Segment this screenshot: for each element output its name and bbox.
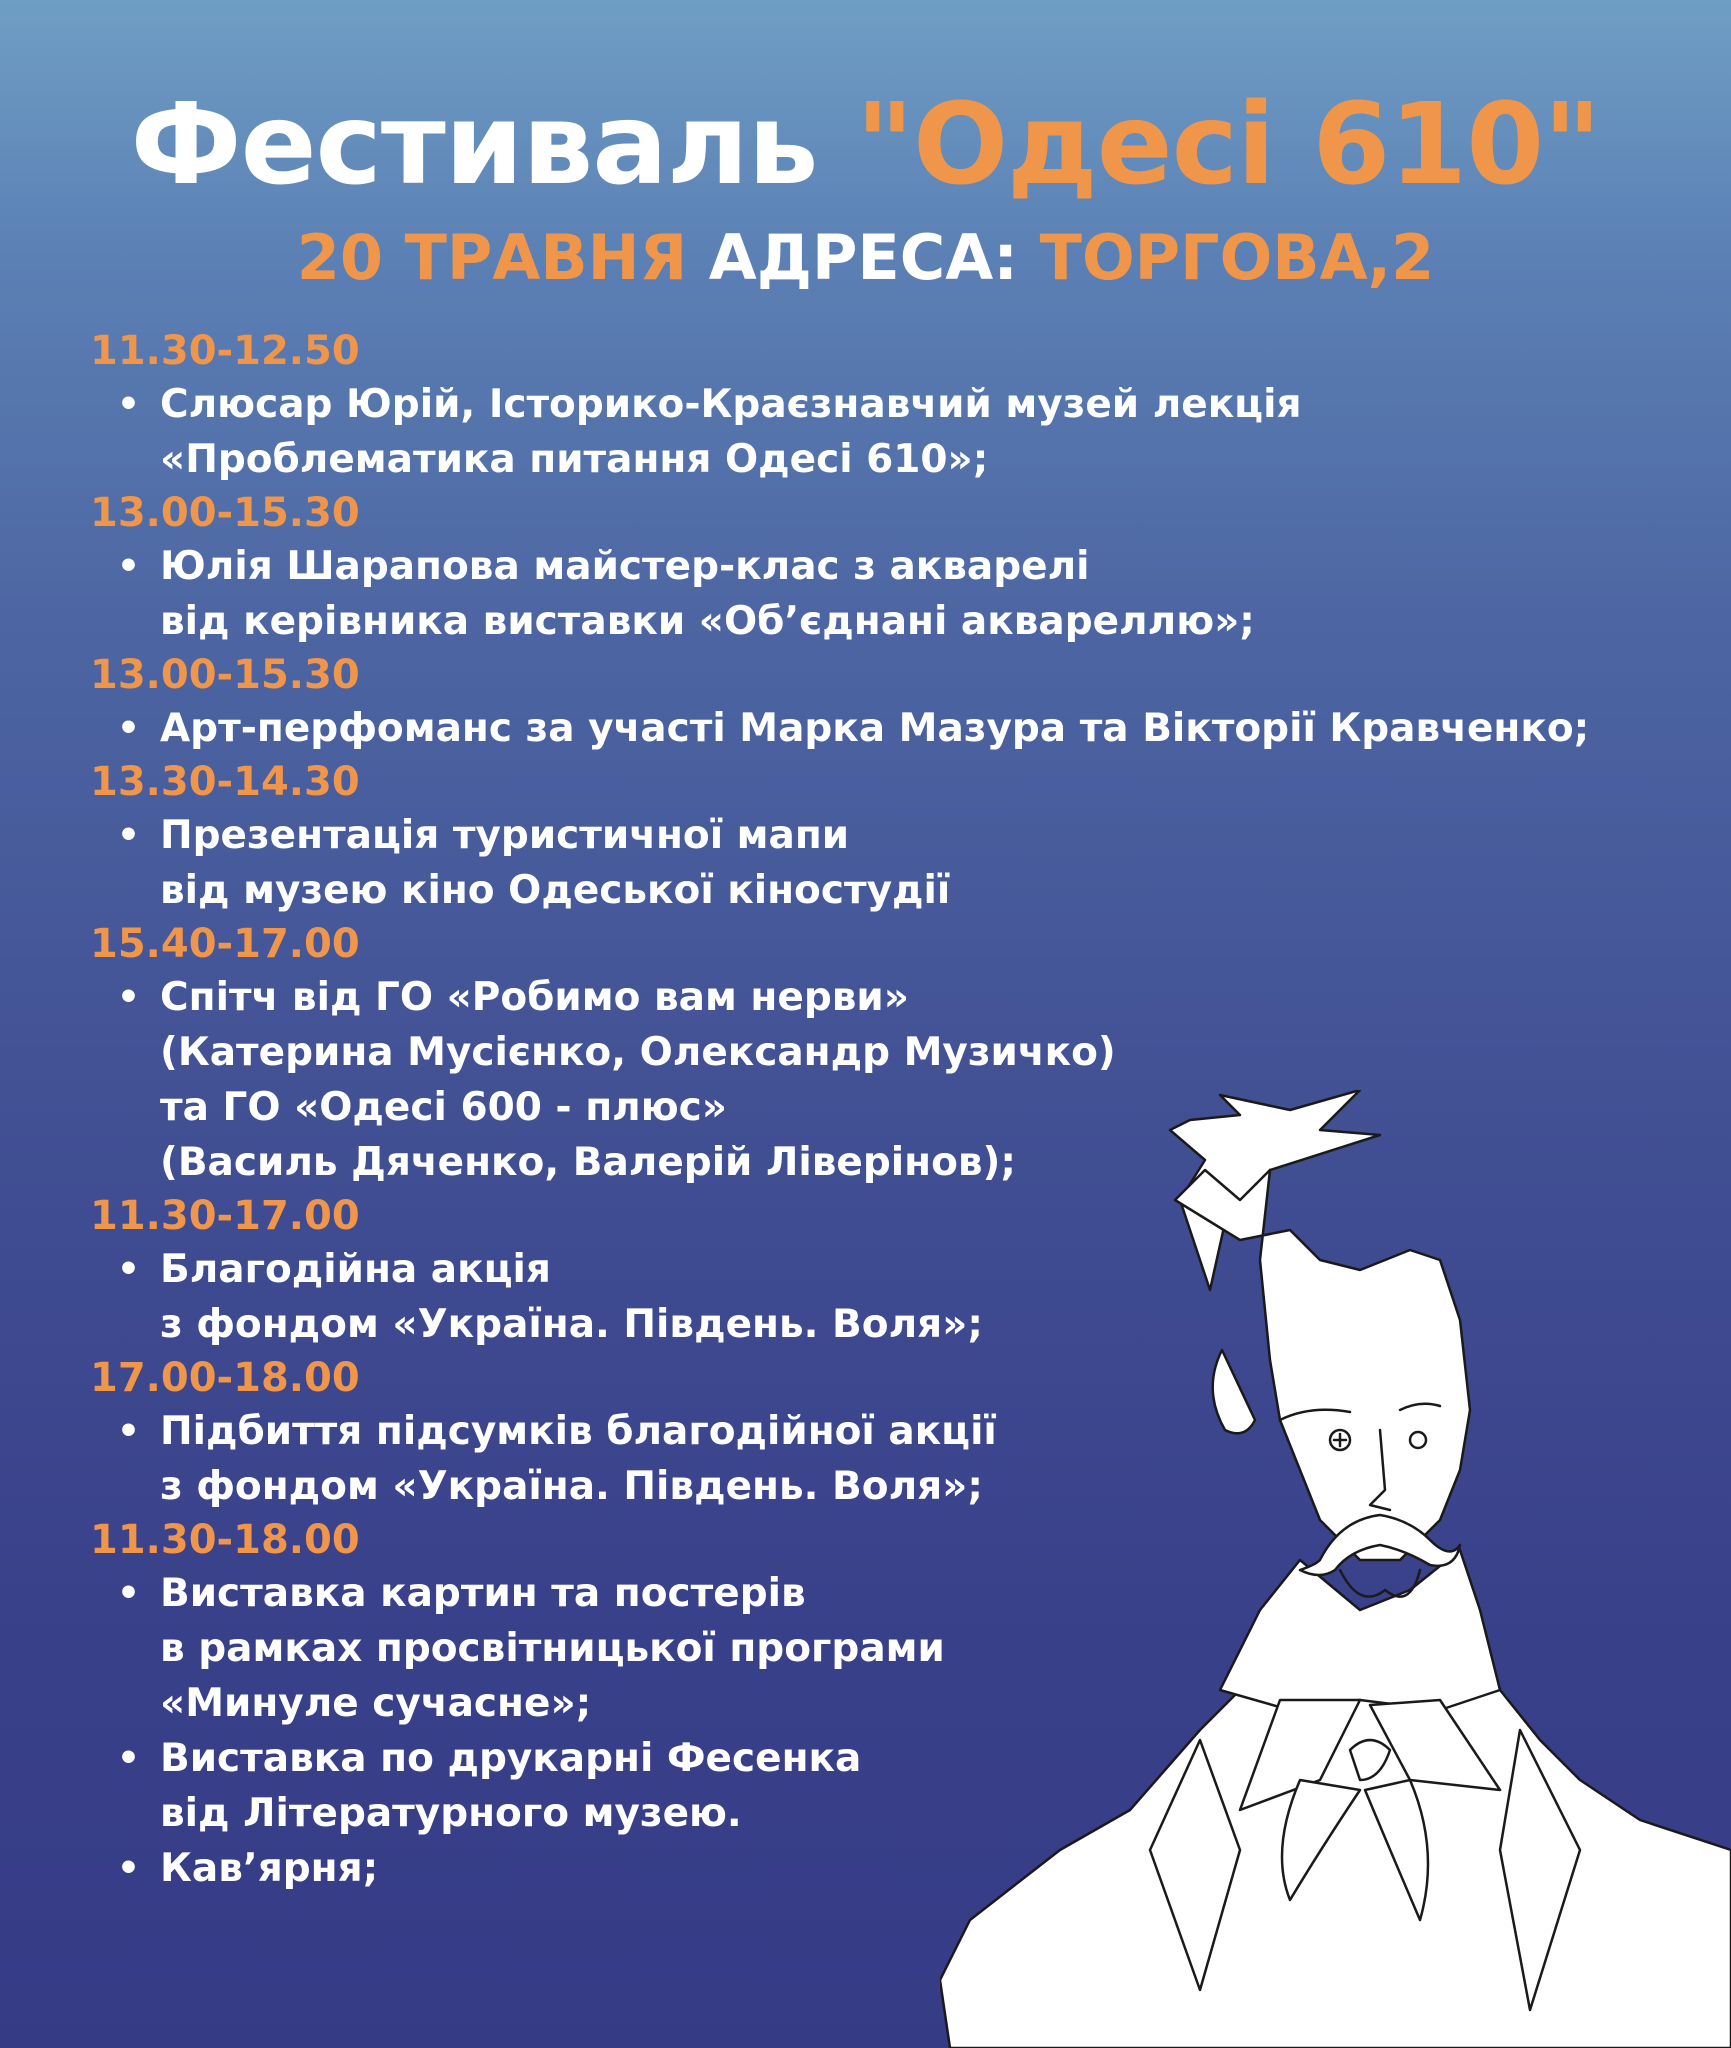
schedule-block [90, 487, 1710, 649]
schedule-item [90, 808, 1710, 918]
schedule-item-text: (Василь Дяченко, Валерій Ліверінов); [160, 1140, 1016, 1185]
schedule-item-text: та ГО «Одесі 600 - плюс» [160, 1085, 727, 1130]
schedule-item [90, 701, 1710, 756]
schedule-time: 13.30-14.30 [90, 759, 360, 805]
schedule-item-text: «Проблематика питання Одесі 610»; [160, 437, 989, 482]
festival-address: ТОРГОВА,2 [1039, 221, 1435, 294]
schedule-block [90, 325, 1710, 487]
bullet-icon: • [117, 1848, 141, 1889]
schedule-time: 17.00-18.00 [90, 1355, 360, 1401]
schedule-item-text: Юлія Шарапова майстер-клас з акварелі [160, 544, 1090, 589]
bullet-icon: • [117, 546, 141, 587]
schedule-item [90, 377, 1710, 487]
schedule-time: 13.00-15.30 [90, 490, 360, 536]
bullet-icon: • [117, 1249, 141, 1290]
schedule-item-text: від керівника виставки «Об’єднані аквареллю»; [160, 599, 1255, 644]
title-festival-word: Фестиваль [130, 80, 856, 210]
schedule-time: 13.00-15.30 [90, 652, 360, 698]
bullet-icon: • [117, 815, 141, 856]
bullet-icon: • [117, 1573, 141, 1614]
schedule-block [90, 756, 1710, 918]
schedule-item-text: в рамках просвітницької програми [160, 1626, 945, 1671]
bullet-icon: • [117, 1411, 141, 1452]
schedule-item-text: Виставка картин та постерів [160, 1571, 806, 1616]
portrait-sketch-illustration [940, 1090, 1731, 2048]
poster-title [0, 80, 1731, 210]
schedule-item-text: від музею кіно Одеської кіностудії [160, 868, 951, 913]
schedule-time: 11.30-17.00 [90, 1193, 360, 1239]
title-festival-name: "Одесі 610" [855, 80, 1601, 210]
schedule-block [90, 649, 1710, 756]
schedule-item-text: «Минуле сучасне»; [160, 1681, 592, 1726]
schedule-item-text: Арт-перфоманс за участі Марка Мазура та Вікторії Кравченко; [160, 706, 1590, 751]
schedule-item-text: Благодійна акція [160, 1247, 551, 1292]
bullet-icon: • [117, 977, 141, 1018]
schedule-item-text: Спітч від ГО «Робимо вам нерви» [160, 975, 909, 1020]
schedule-item-text: з фондом «Україна. Південь. Воля»; [160, 1464, 983, 1509]
schedule-item-text: Виставка по друкарні Фесенка [160, 1736, 862, 1781]
schedule-time: 15.40-17.00 [90, 921, 360, 967]
schedule-item-text: Презентація туристичної мапи [160, 813, 850, 858]
schedule-item-text: з фондом «Україна. Південь. Воля»; [160, 1302, 983, 1347]
schedule-time: 11.30-12.50 [90, 328, 360, 374]
poster-subtitle [0, 218, 1731, 298]
schedule-item-text: Слюсар Юрій, Історико-Краєзнавчий музей лекція [160, 382, 1302, 427]
address-label: АДРЕСА: [687, 221, 1040, 294]
schedule-item-text: Кав’ярня; [160, 1846, 379, 1891]
bullet-icon: • [117, 1738, 141, 1779]
schedule-time: 11.30-18.00 [90, 1517, 360, 1563]
bullet-icon: • [117, 384, 141, 425]
schedule-item-text: Підбиття підсумків благодійної акції [160, 1409, 997, 1454]
schedule-item [90, 539, 1710, 649]
bullet-icon: • [117, 708, 141, 749]
schedule-item-text: (Катерина Мусієнко, Олександр Музичко) [160, 1030, 1116, 1075]
festival-date: 20 ТРАВНЯ [296, 221, 688, 294]
schedule-item-text: від Літературного музею. [160, 1791, 742, 1836]
